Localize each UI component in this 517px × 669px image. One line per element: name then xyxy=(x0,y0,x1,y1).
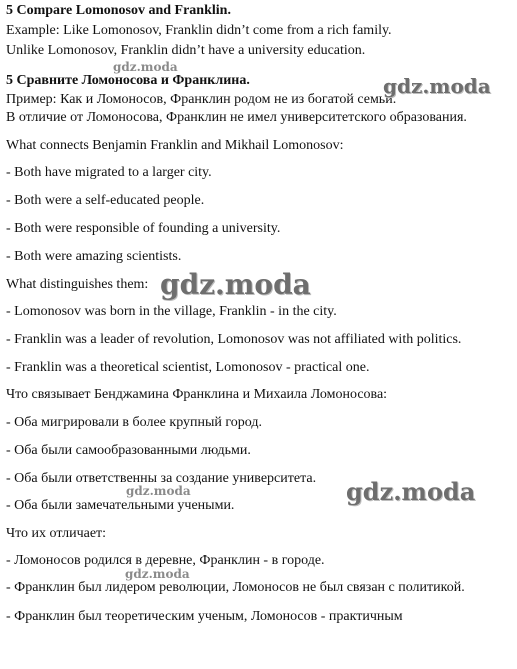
list-item: - Both were a self-educated people. xyxy=(6,193,205,208)
watermark: gdz.moda xyxy=(113,60,178,74)
example-line-ru-2: В отличие от Ломоносова, Франклин не имел университетского образования. xyxy=(6,110,467,125)
list-item: - Оба мигрировали в более крупный город. xyxy=(6,415,263,430)
list-item: - Франклин был теоретическим ученым, Ломоносов - практичным xyxy=(6,609,403,624)
list-item: - Франклин был лидером революции, Ломоносов не был связан с политикой. xyxy=(6,580,465,595)
watermark: gdz.moda xyxy=(126,484,191,498)
list-item: - Both were amazing scientists. xyxy=(6,249,182,264)
watermark: gdz.moda xyxy=(383,74,491,98)
watermark: gdz.moda xyxy=(346,477,476,506)
watermark: gdz.moda xyxy=(125,567,190,581)
list-item: - Lomonosov was born in the village, Franklin - in the city. xyxy=(6,304,337,319)
exercise-heading-en: 5 Compare Lomonosov and Franklin. xyxy=(6,3,231,18)
example-line-1: Example: Like Lomonosov, Franklin didn’t come from a rich family. xyxy=(6,23,392,38)
section-heading-connects-en: What connects Benjamin Franklin and Mikhail Lomonosov: xyxy=(6,138,344,153)
list-item: - Both were responsible of founding a university. xyxy=(6,221,281,236)
list-item: - Both have migrated to a larger city. xyxy=(6,165,212,180)
list-item: - Оба были самообразованными людьми. xyxy=(6,443,251,458)
list-item: - Franklin was a theoretical scientist, Lomonosov - practical one. xyxy=(6,360,370,375)
section-heading-distinguishes-ru: Что их отличает: xyxy=(6,526,107,541)
watermark: gdz.moda xyxy=(160,268,311,301)
exercise-heading-ru: 5 Сравните Ломоносова и Франклина. xyxy=(6,73,250,88)
list-item: - Franklin was a leader of revolution, Lomonosov was not affiliated with politics. xyxy=(6,332,462,347)
section-heading-distinguishes-en: What distinguishes them: xyxy=(6,277,149,292)
example-line-ru-1: Пример: Как и Ломоносов, Франклин родом не из богатой семьи. xyxy=(6,92,397,107)
list-item: - Оба были ответственны за создание университета. xyxy=(6,471,317,486)
section-heading-connects-ru: Что связывает Бенджамина Франклина и Михаила Ломоносова: xyxy=(6,387,388,402)
example-line-2: Unlike Lomonosov, Franklin didn’t have a university education. xyxy=(6,43,366,58)
list-item: - Оба были замечательными учеными. xyxy=(6,498,235,513)
list-item: - Ломоносов родился в деревне, Франклин - в городе. xyxy=(6,553,325,568)
